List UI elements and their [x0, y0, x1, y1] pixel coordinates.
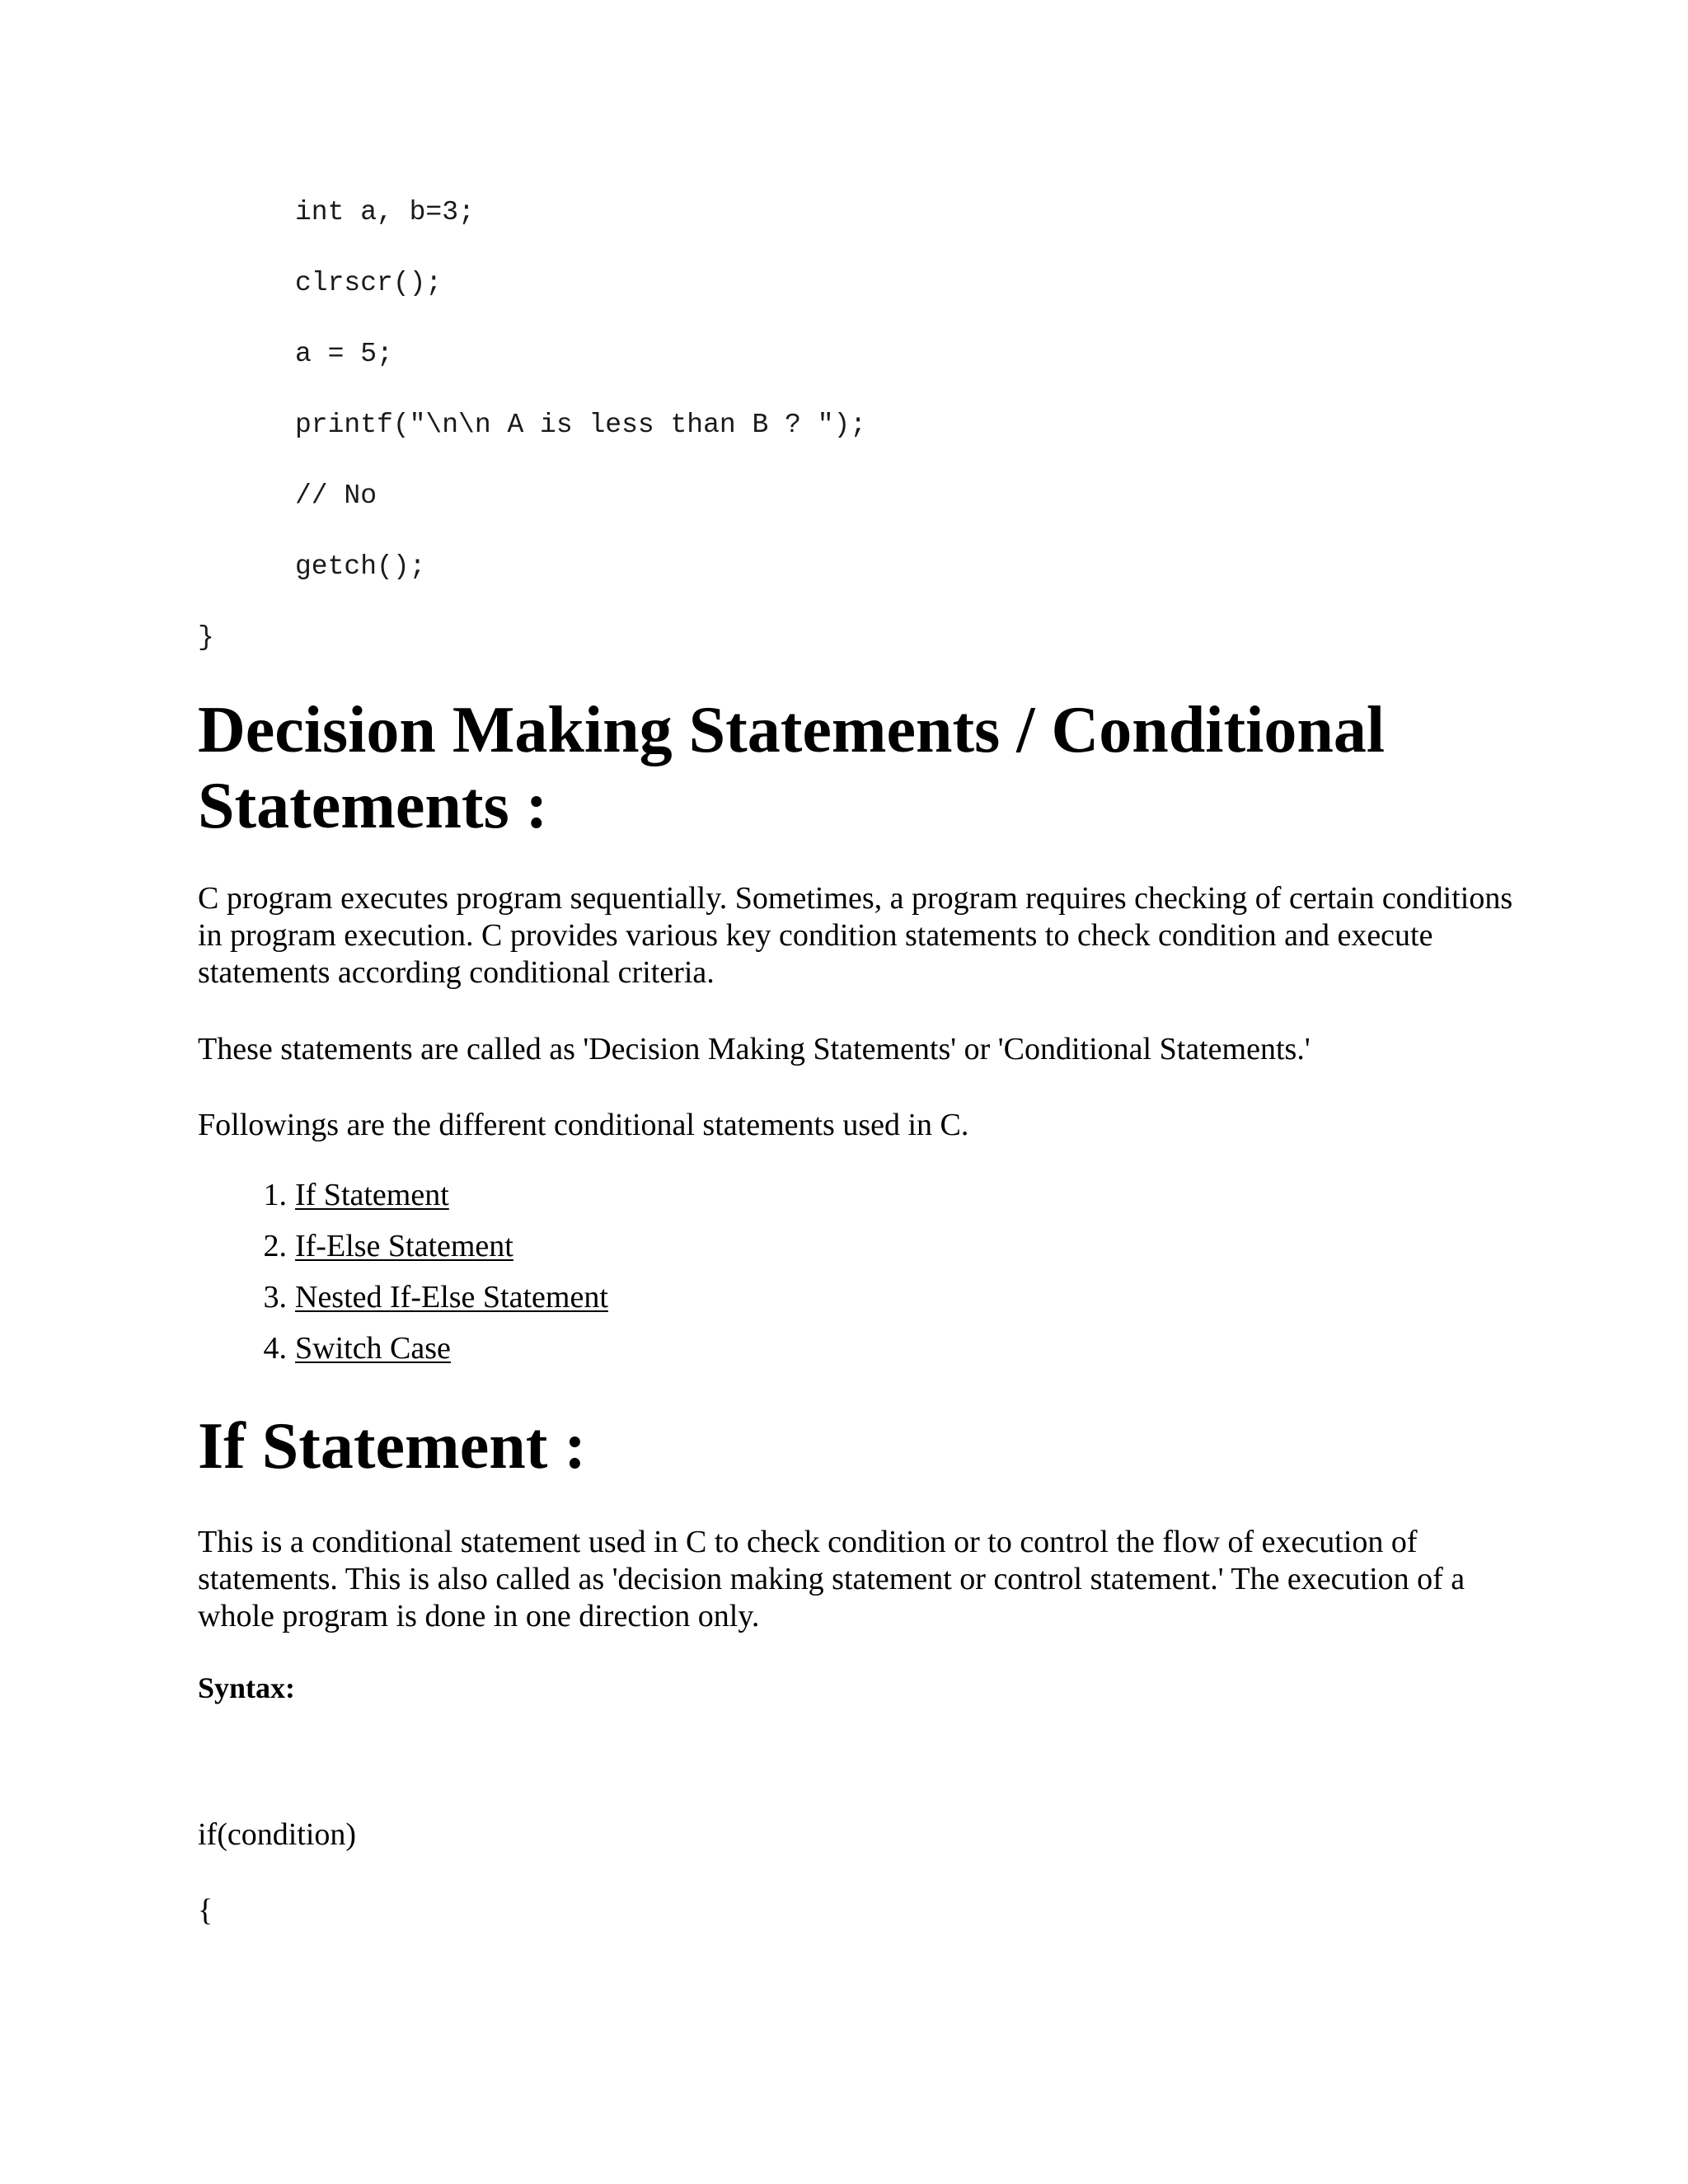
- list-item-number: 4.: [263, 1331, 287, 1366]
- syntax-line: {: [198, 1893, 213, 1928]
- link-switch-case[interactable]: Switch Case: [295, 1331, 451, 1366]
- link-nested-if-else-statement[interactable]: Nested If-Else Statement: [295, 1280, 608, 1315]
- code-closing-brace: }: [198, 622, 214, 653]
- code-line: // No: [295, 480, 377, 511]
- section-heading-decision-making: Decision Making Statements / Conditional Statements :: [198, 694, 1386, 842]
- list-item-number: 3.: [263, 1280, 287, 1315]
- code-line: getch();: [295, 551, 426, 582]
- paragraph-intro: C program executes program sequentially. Sometimes, a program requires checking of certain conditions in program execution. C provides various key condition statements to check condition and execute statements according conditional criteria.: [198, 881, 1513, 990]
- code-line: printf("\n\n A is less than B ? ");: [295, 410, 867, 440]
- paragraph-followings: Followings are the different conditional statements used in C.: [198, 1108, 969, 1142]
- syntax-label: Syntax:: [198, 1671, 296, 1704]
- link-if-else-statement[interactable]: If-Else Statement: [295, 1229, 513, 1263]
- list-item-number: 2.: [263, 1229, 287, 1263]
- list-item-number: 1.: [263, 1178, 287, 1212]
- paragraph-if-description: This is a conditional statement used in C to check condition or to control the flow of execution of statements. This is also called as 'decision making statement or control statement.' The execution of a whole program is done in one direction only.: [198, 1525, 1465, 1633]
- link-if-statement[interactable]: If Statement: [295, 1178, 449, 1212]
- code-line: int a, b=3;: [295, 197, 475, 227]
- syntax-line: if(condition): [198, 1817, 357, 1852]
- paragraph-called-as: These statements are called as 'Decision Making Statements' or 'Conditional Statements.': [198, 1032, 1311, 1066]
- code-line: clrscr();: [295, 268, 443, 298]
- code-line: a = 5;: [295, 339, 393, 369]
- section-heading-if-statement: If Statement :: [198, 1410, 586, 1483]
